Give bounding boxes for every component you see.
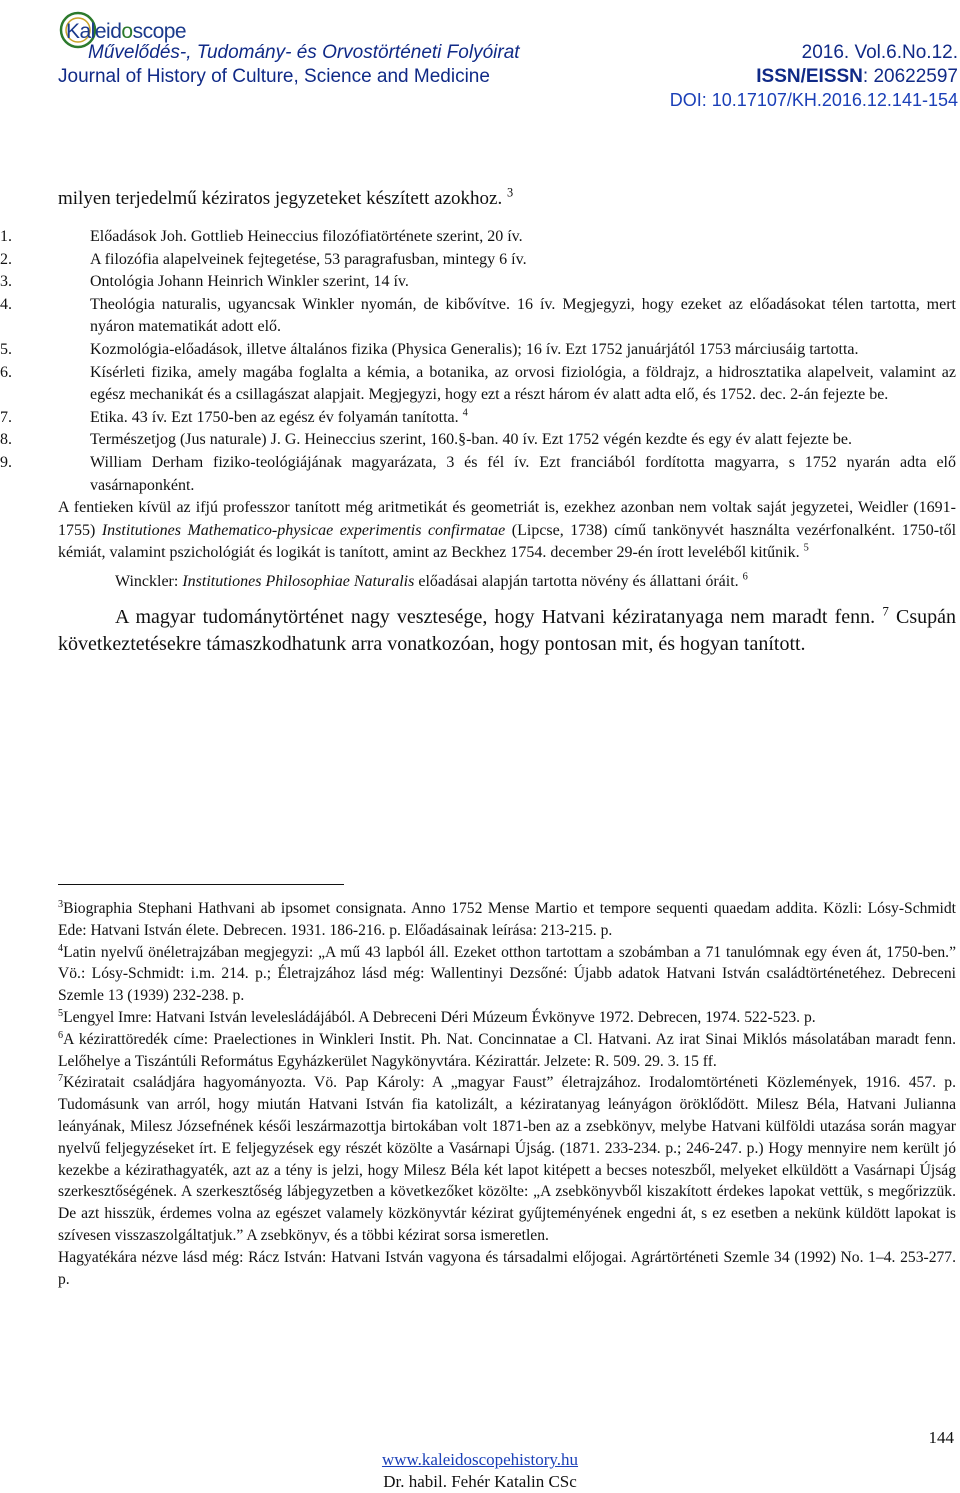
list-number: 8.: [0, 431, 12, 449]
list-text: William Derham fiziko-teológiájának magyarázata, 3 és fél ív. Ezt franciából fordította magyarra, s 1752 nyarán adta elő vasárnaponként.: [90, 453, 956, 494]
list-item: [0, 294, 956, 339]
list-item: [0, 452, 956, 497]
list-item: [0, 339, 956, 362]
footnote: [58, 1007, 956, 1029]
list-item: [0, 407, 956, 430]
list-item: [0, 429, 956, 452]
footnote-number: 7: [58, 1073, 64, 1085]
list-number: 1.: [0, 228, 12, 245]
logo-text: Kaleidoscope: [66, 20, 187, 43]
footnote-number: 3: [58, 898, 64, 910]
footnote-text: Biographia Stephani Hathvani ab ipsomet consignata. Anno 1752 Mense Martio et tempore sequenti quaedam addita. Közli: Lósy-Schmidt Ede: Hatvani István élete. Debrecen. 1931. 186-216. p. Előadásainak leírása: 213-215. p.: [58, 900, 956, 939]
footnote-text: Hagyatékára nézve lásd még: Rácz István: Hatvani István vagyona és társadalmi előjogai. Agrártörténeti Szemle 34 (1992) No. 1–4. 253-277. p.: [58, 1248, 956, 1288]
list-text: Természetjog (Jus naturale) J. G. Heineccius szerint, 160.§-ban. 40 ív. Ezt 1752 végén kezdte és egy év alatt fejezte be.: [90, 431, 852, 449]
list-number: 7.: [0, 408, 12, 426]
footnote: [58, 1247, 956, 1291]
footnote-ref: 5: [803, 542, 809, 554]
list-number: 4.: [0, 295, 12, 313]
footnote-ref: 4: [462, 407, 468, 419]
list-number: 9.: [0, 453, 12, 471]
issue-info: 2016. Vol.6.No.12.: [801, 42, 958, 63]
footnote-ref: 3: [506, 185, 514, 200]
paragraph-winckler: Winckler: Institutiones Philosophiae Naturalis előadásai alapján tartotta növény és állattani óráit. $^6$: [115, 571, 748, 590]
doi: DOI: 10.17107/KH.2016.12.141-154: [669, 90, 958, 110]
list-item: [0, 226, 956, 249]
issn: ISSN/EISSN: 20622597: [756, 66, 958, 87]
lecture-list: [0, 226, 956, 497]
footnote-text: Lengyel Imre: Hatvani István levelesládájából. A Debreceni Déri Múzeum Évkönyve 1972. Debrecen, 1974. 522-523. p.: [63, 1008, 816, 1026]
list-text: Etika. 43 ív. Ezt 1750-ben az egész év folyamán tanította.: [90, 408, 459, 426]
footnote-text: Latin nyelvű önéletrajzában megjegyzi: „A mű 43 lapból áll. Ezeket otthon tartottam a szobámban a 71 tanulómnak egy éven át, 1750-ben.” Vö.: Lósy-Schmidt: i.m. 214. p.; Életrajzához lásd még: Wallentinyi Dezsőné: Újabb adatok Hatvani István családtörténetéhez. Debreceni Szemle 13 (1939) 232-238. p.: [58, 943, 956, 1005]
list-item: [0, 249, 956, 272]
footnote: [58, 1029, 956, 1073]
footnote-number: 5: [58, 1007, 64, 1019]
website-link[interactable]: www.kaleidoscopehistory.hu: [381, 1450, 579, 1469]
footnote-number: 6: [58, 1029, 64, 1041]
list-number: 5.: [0, 340, 12, 358]
paragraph-teaching: A fentieken kívül az ifjú professzor tanított még aritmetikát és geometriát is, ezekhez azonban nem voltak saját jegyzetei, Weidler (1691-1755) Institutiones Mathematico-physicae experimentis confirmatae (Lipcse, 1738) című tankönyvét használta vezérfonalként. 1750-től kémiát, valamint pszichológiát és logikát is tanított, amint az Beckhez 1754. december 29-én írott leveléből kitűnik. $^5$: [58, 499, 957, 562]
list-number: 3.: [0, 273, 12, 291]
footnote: [58, 898, 956, 942]
footnote-ref: 6: [742, 571, 748, 583]
list-text: Előadások Joh. Gottlieb Heineccius filozófiatörténete szerint, 20 ív.: [90, 228, 523, 245]
footnote-number: 4: [58, 942, 64, 954]
list-text: A filozófia alapelveinek fejtegetése, 53 paragrafusban, mintegy 6 ív.: [90, 250, 527, 268]
author-name: Dr. habil. Fehér Katalin CSc: [383, 1472, 577, 1491]
list-text: Theológia naturalis, ugyancsak Winkler nyomán, de kibővítve. 16 ív. Megjegyzi, hogy ezeket az előadásokat télen tartotta, mert nyáron matematikát adott elő.: [90, 295, 956, 336]
journal-title-en: Journal of History of Culture, Science and Medicine: [58, 66, 490, 87]
list-text: Kísérleti fizika, amely magába foglalta a kémia, a botanika, az orvosi fiziológia, a földrajz, a hidrosztatika alapelveit, valamint az egész mechanikát és a csillagászat alapjait. Megjegyzi, hogy ezt a részt három év alatt adta elő, és 1752. dec. 2-án fejezte be.: [90, 363, 956, 404]
list-number: 6.: [0, 363, 12, 381]
footnotes: [58, 898, 956, 1290]
page-header: [58, 8, 958, 112]
list-item: [0, 362, 956, 407]
footnote-ref: 7: [882, 602, 889, 618]
intro-sentence: milyen terjedelmű kéziratos jegyzeteket készített azokhoz. $^3$: [58, 185, 514, 209]
journal-title-hu: Művelődés-, Tudomány- és Orvostörténeti Folyóirat: [88, 42, 520, 63]
footnote: [58, 1072, 956, 1246]
list-number: 2.: [0, 250, 12, 268]
paragraph-manuscript-loss: A magyar tudománytörténet nagy vesztesége, hogy Hatvani kéziratanyaga nem maradt fenn. $^7$ Csupán következtetésekre támaszkodhatunk arra vonatkozóan, hogy pontosan mit, és hogyan tanított.: [58, 602, 956, 655]
list-text: Kozmológia-előadások, illetve általános fizika (Physica Generalis); 16 ív. Ezt 1752 januárjától 1753 márciusáig tartotta.: [90, 340, 859, 358]
page-number: 144: [928, 1428, 954, 1447]
footnote-text: Kéziratait családjára hagyományozta. Vö. Pap Károly: A „magyar Faust” életrajzához. Irodalomtörténeti Közlemények, 1916. 457. p. Tudomásunk van arról, hogy miután Hatvani István fia katolizált, a kéziratanyag leányágon öröklődött. Milesz Béla, Hatvani Julianna leányának, Milesz Józsefnének késői leszármazottja birtokában volt 1871-ben az a zsebkönyv, melybe Hatvani külföldi utazása során magyar nyelvű feljegyzéseket írt. E feljegyzések egy részét közölte a Vasárnapi Újság. (1871. 233-234. p.; 246-247. p.) Hogy mennyire nem került jó kezekbe a kézirathagyaték, azt az a tény is jelzi, hogy Milesz Béla két lapot kitépett a becses noteszből, melyeket elküldött a Vasárnapi Újság szerkesztőségének. A szerkesztőség lábjegyzetben a következőket közölte: „A zsebkönyvből kiszakított érdekes lapokat vettük, s megőrizzük. De azt hisszük, érdemes volna az egészet valamely közkönyvtár kézirat gyűjteményének engedni át, s ez esetben a nekünk küldött lapokat is szívesen visszaszolgáltatjuk.” A zsebkönyv, és a többi kézirat sorsa ismeretlen.: [58, 1074, 956, 1244]
list-text: Ontológia Johann Heinrich Winkler szerint, 14 ív.: [90, 273, 409, 291]
footnote-separator: [58, 884, 344, 885]
list-item: [0, 271, 956, 294]
footnote: [58, 942, 956, 1007]
main-text: [0, 185, 957, 658]
footnote-text: A kézirattöredék címe: Praelectiones in Winkleri Instit. Ph. Nat. Concinnatae a Cl. Hatvani. Az irat Sinai Miklós másolatában maradt fenn. Lelőhelye a Tiszántúli Református Egyházkerület Nagykönyvtára. Kézirattár. Jelzete: R. 509. 29. 3. 15 ff.: [58, 1030, 956, 1070]
